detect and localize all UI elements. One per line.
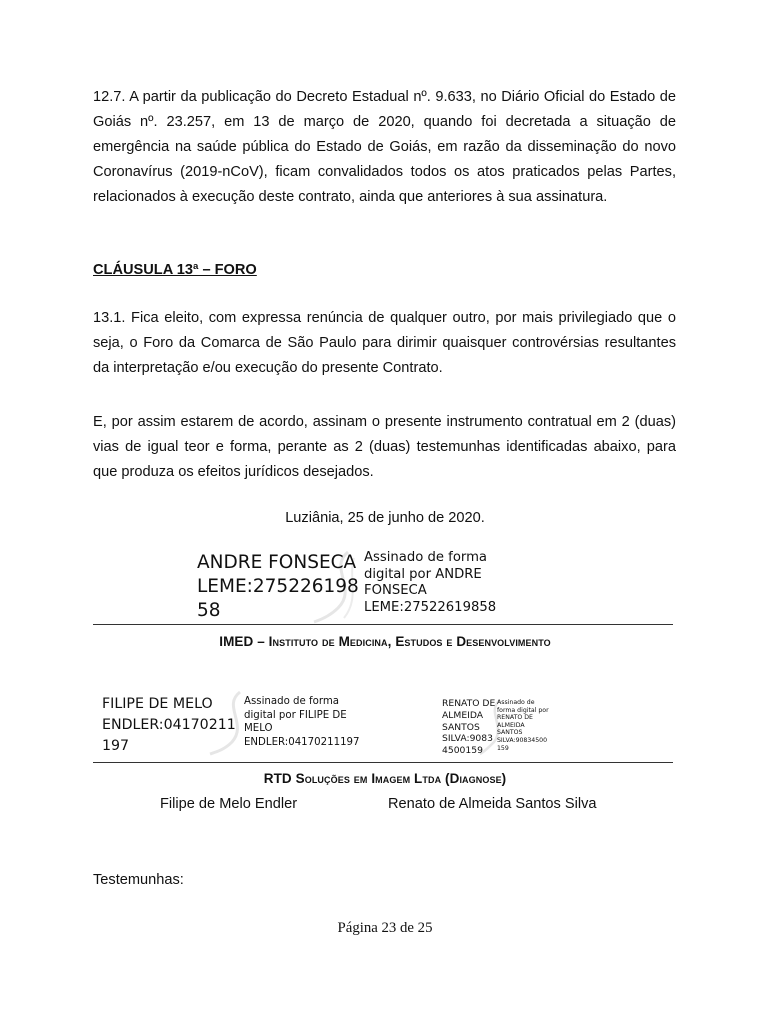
signatory-renato: Renato de Almeida Santos Silva (388, 796, 597, 812)
signatory-filipe: Filipe de Melo Endler (160, 796, 298, 812)
signature-1-stamp: Assinado de forma digital por ANDRE FONSECA LEME:27522619858 (364, 550, 497, 615)
signature-3-name: RENATO DE ALMEIDA SANTOS SILVA:9083 4500159 (442, 698, 496, 757)
signature-2-stamp: Assinado de forma digital por FILIPE DE MELO ENDLER:04170211197 (244, 696, 360, 748)
signature-1-name: ANDRE FONSECA LEME:275226198 58 (197, 552, 359, 621)
company-imed: IMED – Instituto de Medicina, Estudos e Desenvolvimento (219, 634, 551, 649)
page-number: Página 23 de 25 (337, 920, 433, 936)
witnesses-label: Testemunhas: (93, 872, 184, 888)
signature-3-stamp: Assinado de forma digital por RENATO DE ALMEIDA SANTOS SILVA:90834500 159 (497, 699, 549, 752)
signature-line-2 (93, 762, 673, 763)
paragraph-13-1: 13.1. Fica eleito, com expressa renúncia de qualquer outro, por mais privilegiado que o seja, o Foro da Comarca de São Paulo para dirimir quaisquer controvérsias resultantes da interpretação e/ou execução do presente Contrato. (93, 310, 676, 376)
company-rtd: RTD Soluções em Imagem Ltda (Diagnose) (263, 771, 507, 786)
signature-2-name: FILIPE DE MELO ENDLER:04170211 197 (102, 696, 236, 754)
paragraph-closing: E, por assim estarem de acordo, assinam o presente instrumento contratual em 2 (duas) vias de igual teor e forma, perante as 2 (duas) testemunhas identificadas abaixo, para que produza os efeitos jurídicos desejados. (93, 414, 676, 480)
place-date: Luziânia, 25 de junho de 2020. (285, 510, 485, 526)
paragraph-12-7: 12.7. A partir da publicação do Decreto Estadual nº. 9.633, no Diário Oficial do Estado de Goiás nº. 23.257, em 13 de março de 2020, quando foi decretada a situação de emergência na saúde pública do Estado de Goiás, em razão da disseminação do novo Coronavírus (2019-nCoV), ficam convalidados todos os atos praticados pelas Partes, relacionados à execução deste contrato, ainda que anteriores à sua assinatura. (93, 89, 676, 205)
clause-heading: CLÁUSULA 13ª – FORO (93, 262, 257, 278)
signature-line-1 (93, 624, 673, 625)
